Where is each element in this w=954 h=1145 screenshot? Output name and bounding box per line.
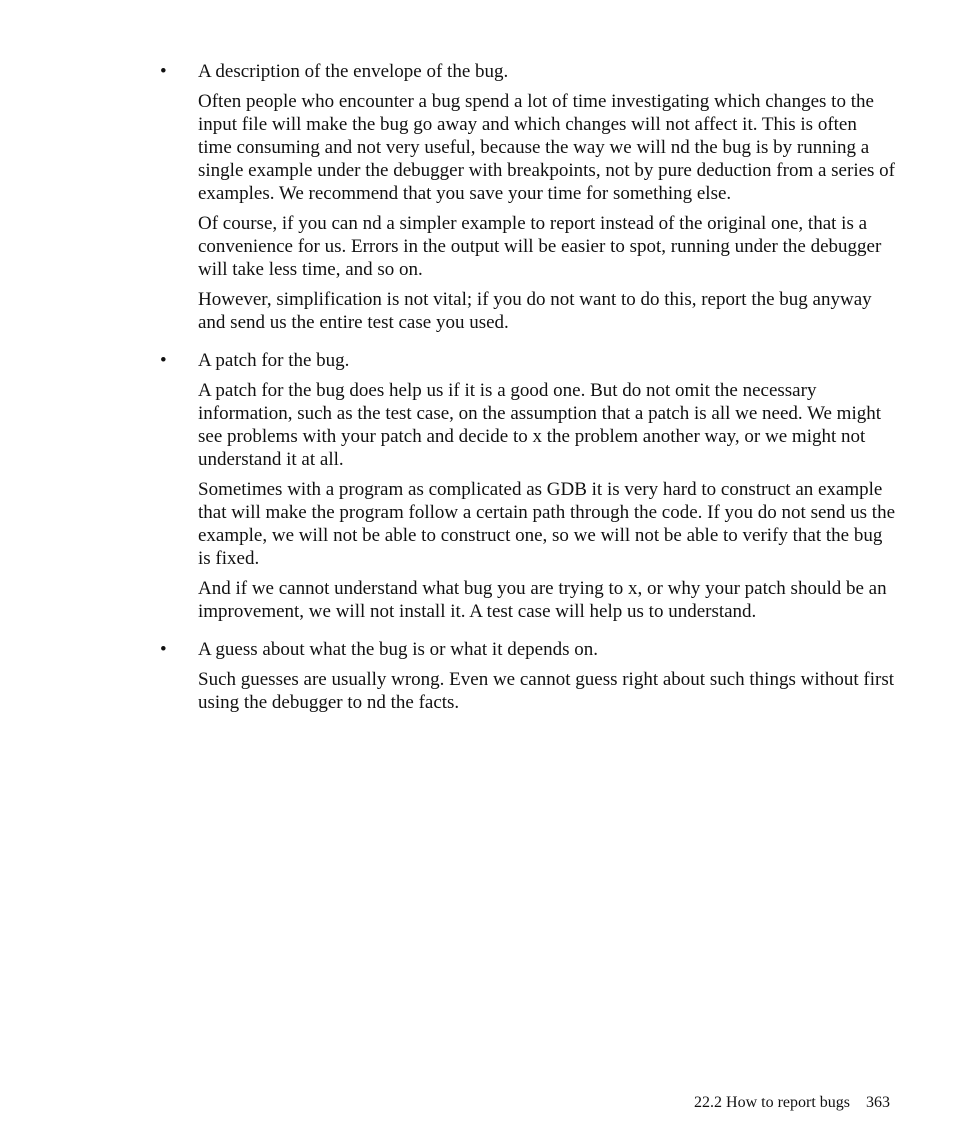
paragraph: And if we cannot understand what bug you are trying to x, or why your patch should be an improvement, we will not install it. A test case will help us to understand. bbox=[198, 578, 887, 622]
paragraph: A patch for the bug does help us if it is a good one. But do not omit the necessary information, such as the test case, on the assumption that a patch is all we need. We might see problems with your patch and decide to x the problem another way, or we might not understand it at all. bbox=[198, 380, 882, 470]
paragraph: Sometimes with a program as complicated as GDB it is very hard to construct an example that will make the program follow a certain path through the code. If you do not send us the example, we will not be able to construct one, so we will not be able to verify that the bug is fixed. bbox=[198, 479, 896, 569]
bullet-marker: • bbox=[160, 350, 167, 371]
bullet-list bbox=[160, 60, 895, 729]
paragraph: Often people who encounter a bug spend a lot of time investigating which changes to the input file will make the bug go away and which changes will not affect it. This is often time consuming and not very useful, because the way we will nd the bug is by running a single example under the debugger with breakpoints, not by pure deduction from a series of examples. We recommend that you save your time for something else. bbox=[198, 91, 895, 204]
footer-section-title: 22.2 How to report bugs bbox=[694, 1094, 850, 1111]
bullet-marker: • bbox=[160, 61, 167, 82]
list-item bbox=[160, 60, 895, 334]
paragraph: Of course, if you can nd a simpler example to report instead of the original one, that is a convenience for us. Errors in the output will be easier to spot, running under the debugger will take less time, and so on. bbox=[198, 213, 882, 280]
paragraph: However, simplification is not vital; if you do not want to do this, report the bug anyway and send us the entire test case you used. bbox=[198, 289, 872, 333]
list-item-lead: A description of the envelope of the bug. bbox=[198, 61, 509, 82]
paragraph: Such guesses are usually wrong. Even we cannot guess right about such things without first using the debugger to nd the facts. bbox=[198, 669, 895, 713]
list-item bbox=[160, 349, 895, 623]
list-item-lead: A guess about what the bug is or what it depends on. bbox=[198, 639, 599, 660]
list-item-lead: A patch for the bug. bbox=[198, 350, 350, 371]
bullet-marker: • bbox=[160, 639, 167, 660]
list-item bbox=[160, 638, 895, 714]
page-footer bbox=[694, 1093, 890, 1113]
page-number: 363 bbox=[866, 1094, 890, 1111]
